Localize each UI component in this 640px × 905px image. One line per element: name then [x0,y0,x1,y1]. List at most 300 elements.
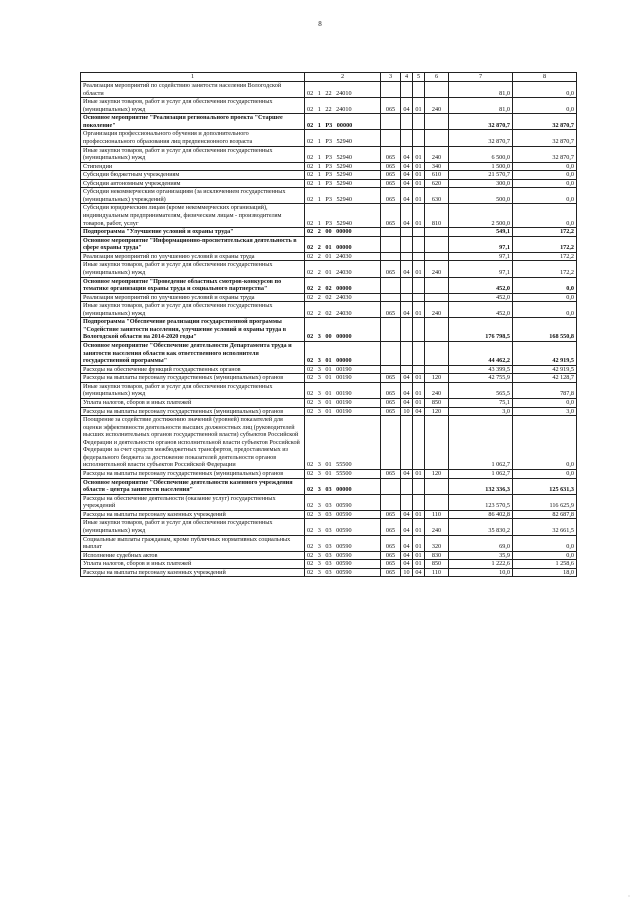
row-expense-type-cell: 240 [425,302,449,318]
row-value-2020-cell: 116 625,9 [513,494,577,510]
row-section-cell [401,478,413,494]
row-name-cell: Расходы на выплаты персоналу государственных (муниципальных) органов [81,470,305,479]
row-code-cell: 02 1 22 24010 [305,82,381,98]
row-value-2020-cell: 32 870,7 [513,114,577,130]
row-code-cell: 02 3 03 00590 [305,560,381,569]
row-expense-type-cell: 620 [425,179,449,188]
row-name-cell: Основное мероприятие "Обеспечение деятельности казенного учреждения области - центра занятости населения" [81,478,305,494]
row-expense-type-cell [425,365,449,374]
row-subsection-cell: 04 [413,568,425,577]
row-value-2019-cell: 565,5 [449,382,513,398]
row-code-cell: 02 1 Р3 52940 [305,146,381,162]
row-value-2020-cell: 18,0 [513,568,577,577]
row-expense-type-cell: 830 [425,551,449,560]
row-section-cell: 04 [401,519,413,535]
row-code-cell: 02 1 Р3 52940 [305,171,381,180]
row-value-2020-cell: 172,2 [513,236,577,252]
row-name-cell: Реализация мероприятий по улучшению условий и охраны труда [81,293,305,302]
row-value-2019-cell: 176 798,5 [449,318,513,342]
row-subsection-cell: 01 [413,470,425,479]
row-expense-type-cell: 850 [425,560,449,569]
row-ministry-cell: 065 [381,470,401,479]
row-value-2019-cell: 3,0 [449,407,513,416]
row-value-2019-cell: 1 062,7 [449,470,513,479]
row-section-cell: 04 [401,146,413,162]
row-subsection-cell [413,478,425,494]
row-name-cell: Субсидии некоммерческим организациям (за исключением государственных (муниципальных) учреждений) [81,188,305,204]
row-ministry-cell [381,293,401,302]
row-value-2020-cell: 0,0 [513,293,577,302]
table-row [81,261,577,277]
row-expense-type-cell [425,318,449,342]
row-value-2020-cell: 0,0 [513,398,577,407]
row-ministry-cell: 065 [381,98,401,114]
row-subsection-cell: 01 [413,398,425,407]
row-section-cell: 10 [401,568,413,577]
row-name-cell: Иные закупки товаров, работ и услуг для обеспечения государственных (муниципальных) нужд [81,302,305,318]
row-ministry-cell [381,228,401,237]
row-section-cell [401,342,413,366]
row-name-cell: Реализация мероприятий по улучшению условий и охраны труда [81,252,305,261]
budget-table [80,72,577,577]
row-subsection-cell: 01 [413,162,425,171]
row-value-2020-cell: 0,0 [513,470,577,479]
table-row [81,228,577,237]
row-subsection-cell: 01 [413,374,425,383]
row-name-cell: Расходы на обеспечение функций государственных органов [81,365,305,374]
row-code-cell: 02 3 01 00000 [305,342,381,366]
row-value-2019-cell: 97,1 [449,236,513,252]
row-code-cell: 02 3 01 00190 [305,365,381,374]
row-section-cell [401,365,413,374]
table-row [81,510,577,519]
row-expense-type-cell: 240 [425,261,449,277]
row-value-2020-cell: 0,0 [513,188,577,204]
table-row [81,252,577,261]
row-value-2020-cell: 0,0 [513,98,577,114]
row-ministry-cell [381,277,401,293]
row-ministry-cell: 065 [381,510,401,519]
row-ministry-cell: 065 [381,407,401,416]
row-value-2019-cell: 32 870,7 [449,114,513,130]
row-value-2019-cell: 300,0 [449,179,513,188]
row-code-cell: 02 1 Р3 52940 [305,162,381,171]
table-row [81,162,577,171]
row-expense-type-cell [425,342,449,366]
row-subsection-cell: 01 [413,510,425,519]
row-subsection-cell [413,277,425,293]
table-header-row [81,73,577,82]
table-row [81,82,577,98]
row-value-2020-cell: 172,2 [513,252,577,261]
row-value-2019-cell: 35 830,2 [449,519,513,535]
row-name-cell: Основное мероприятие "Информационно-просветительская деятельность в сфере охраны труда" [81,236,305,252]
header-cell: 8 [513,73,577,82]
row-section-cell: 04 [401,382,413,398]
row-ministry-cell: 065 [381,179,401,188]
row-name-cell: Стипендии [81,162,305,171]
row-value-2019-cell: 549,1 [449,228,513,237]
row-value-2019-cell: 86 402,8 [449,510,513,519]
row-value-2020-cell: 787,8 [513,382,577,398]
row-code-cell: 02 2 01 00000 [305,236,381,252]
row-value-2019-cell: 452,0 [449,302,513,318]
table-row [81,302,577,318]
row-value-2019-cell: 500,0 [449,188,513,204]
row-subsection-cell [413,130,425,146]
row-code-cell: 02 3 01 00190 [305,374,381,383]
row-subsection-cell: 01 [413,171,425,180]
table-row [81,382,577,398]
table-row [81,568,577,577]
row-code-cell: 02 2 01 24030 [305,261,381,277]
row-subsection-cell: 01 [413,302,425,318]
row-expense-type-cell: 120 [425,470,449,479]
row-value-2019-cell: 10,0 [449,568,513,577]
row-code-cell: 02 3 03 00590 [305,519,381,535]
row-expense-type-cell: 240 [425,382,449,398]
row-ministry-cell: 065 [381,188,401,204]
row-section-cell: 04 [401,98,413,114]
table-row [81,551,577,560]
row-subsection-cell [413,365,425,374]
row-expense-type-cell: 120 [425,407,449,416]
row-code-cell: 02 3 03 00000 [305,478,381,494]
row-value-2020-cell: 0,0 [513,179,577,188]
table-row [81,398,577,407]
row-name-cell: Подпрограмма "Обеспечение реализации государственной программы "Содействие занятости населения, улучшение условий и охраны труда в Вологодской области на 2014-2020 годы" [81,318,305,342]
row-value-2020-cell: 125 631,3 [513,478,577,494]
row-value-2019-cell: 43 399,5 [449,365,513,374]
row-value-2019-cell: 42 755,9 [449,374,513,383]
row-subsection-cell: 01 [413,535,425,551]
row-section-cell: 10 [401,407,413,416]
row-ministry-cell: 065 [381,560,401,569]
row-expense-type-cell: 850 [425,398,449,407]
row-subsection-cell: 01 [413,261,425,277]
row-value-2020-cell: 32 870,7 [513,130,577,146]
row-expense-type-cell: 340 [425,162,449,171]
row-value-2020-cell: 32 870,7 [513,146,577,162]
table-row [81,114,577,130]
row-subsection-cell: 01 [413,179,425,188]
row-value-2020-cell: 42 128,7 [513,374,577,383]
row-value-2019-cell: 75,1 [449,398,513,407]
row-value-2019-cell: 132 336,3 [449,478,513,494]
header-cell: 2 [305,73,381,82]
row-section-cell: 04 [401,204,413,228]
row-ministry-cell: 065 [381,568,401,577]
row-name-cell: Уплата налогов, сборов и иных платежей [81,560,305,569]
table-row [81,146,577,162]
row-section-cell: 04 [401,398,413,407]
row-ministry-cell: 065 [381,261,401,277]
row-subsection-cell [413,114,425,130]
row-section-cell [401,293,413,302]
table-row [81,470,577,479]
row-expense-type-cell: 120 [425,374,449,383]
row-name-cell: Иные закупки товаров, работ и услуг для обеспечения государственных (муниципальных) нужд [81,382,305,398]
table-row [81,204,577,228]
header-cell: 5 [413,73,425,82]
row-section-cell: 04 [401,374,413,383]
row-expense-type-cell: 240 [425,98,449,114]
row-subsection-cell [413,252,425,261]
table-row [81,188,577,204]
row-value-2020-cell: 0,0 [513,162,577,171]
row-value-2020-cell: 42 919,5 [513,365,577,374]
row-value-2020-cell: 42 919,5 [513,342,577,366]
row-ministry-cell: 065 [381,398,401,407]
row-value-2019-cell: 81,0 [449,82,513,98]
row-subsection-cell [413,494,425,510]
row-ministry-cell [381,318,401,342]
table-row [81,318,577,342]
row-section-cell [401,494,413,510]
row-expense-type-cell [425,228,449,237]
row-expense-type-cell [425,478,449,494]
table-row [81,407,577,416]
row-value-2019-cell: 123 570,5 [449,494,513,510]
row-ministry-cell [381,416,401,470]
row-value-2019-cell: 452,0 [449,277,513,293]
table-row [81,293,577,302]
row-value-2020-cell: 1 258,6 [513,560,577,569]
row-value-2020-cell: 0,0 [513,204,577,228]
row-subsection-cell: 04 [413,407,425,416]
row-ministry-cell: 065 [381,519,401,535]
row-subsection-cell: 01 [413,188,425,204]
table-row [81,130,577,146]
row-expense-type-cell [425,494,449,510]
row-name-cell: Расходы на выплаты персоналу государственных (муниципальных) органов [81,374,305,383]
row-subsection-cell: 01 [413,519,425,535]
row-name-cell: Реализация мероприятий по содействию занятости населения Вологодской области [81,82,305,98]
header-cell: 4 [401,73,413,82]
row-value-2019-cell: 452,0 [449,293,513,302]
row-value-2019-cell: 97,1 [449,252,513,261]
row-value-2020-cell: 0,0 [513,277,577,293]
row-section-cell: 04 [401,171,413,180]
row-name-cell: Поощрение за содействие достижению значений (уровней) показателей для оценки эффективности деятельности высших должностных лиц (руководителей высших исполнительных органов государственной власти) субъектов Российской Федерации и деятельности органов исполнительной власти субъектов Российской Федерации за счет средств межбюджетных трансфертов, предоставляемых из федерального бюджета за достижение показателей деятельности органов исполнительной власти субъектов Российской Федерации [81,416,305,470]
row-name-cell: Подпрограмма "Улучшение условий и охраны труда" [81,228,305,237]
row-subsection-cell [413,342,425,366]
row-code-cell: 02 3 01 00190 [305,398,381,407]
row-section-cell [401,82,413,98]
table-body [81,82,577,577]
table-row [81,171,577,180]
row-section-cell [401,318,413,342]
row-value-2019-cell: 81,0 [449,98,513,114]
row-subsection-cell: 01 [413,560,425,569]
table-row [81,342,577,366]
row-ministry-cell [381,342,401,366]
row-code-cell: 02 3 01 55500 [305,416,381,470]
row-value-2020-cell: 0,0 [513,82,577,98]
row-expense-type-cell [425,130,449,146]
row-subsection-cell [413,228,425,237]
row-expense-type-cell: 110 [425,510,449,519]
row-value-2020-cell: 172,2 [513,261,577,277]
table-row [81,535,577,551]
row-section-cell [401,252,413,261]
row-name-cell: Иные закупки товаров, работ и услуг для обеспечения государственных (муниципальных) нужд [81,519,305,535]
row-ministry-cell [381,114,401,130]
row-value-2020-cell: 3,0 [513,407,577,416]
row-subsection-cell [413,236,425,252]
row-subsection-cell: 01 [413,204,425,228]
row-ministry-cell [381,252,401,261]
row-expense-type-cell: 110 [425,568,449,577]
table-row [81,416,577,470]
table-row [81,179,577,188]
row-section-cell [401,236,413,252]
row-value-2019-cell: 97,1 [449,261,513,277]
row-value-2019-cell: 1 222,6 [449,560,513,569]
row-section-cell: 04 [401,188,413,204]
row-code-cell: 02 3 01 00190 [305,407,381,416]
row-code-cell: 02 1 Р3 52940 [305,179,381,188]
row-ministry-cell [381,365,401,374]
row-subsection-cell: 01 [413,551,425,560]
row-value-2020-cell: 0,0 [513,551,577,560]
row-code-cell: 02 1 22 24010 [305,98,381,114]
row-subsection-cell [413,82,425,98]
row-ministry-cell [381,130,401,146]
row-section-cell: 04 [401,162,413,171]
row-name-cell: Социальные выплаты гражданам, кроме публичных нормативных социальных выплат [81,535,305,551]
row-value-2020-cell: 82 687,8 [513,510,577,519]
row-value-2020-cell: 168 550,8 [513,318,577,342]
table-row [81,365,577,374]
row-name-cell: Иные закупки товаров, работ и услуг для обеспечения государственных (муниципальных) нужд [81,146,305,162]
row-ministry-cell: 065 [381,382,401,398]
row-section-cell [401,228,413,237]
corner-mark: ˌ [628,891,630,897]
row-expense-type-cell [425,293,449,302]
row-section-cell: 04 [401,560,413,569]
row-ministry-cell [381,478,401,494]
row-value-2020-cell: 32 661,5 [513,519,577,535]
row-code-cell: 02 1 Р3 52940 [305,130,381,146]
table-row [81,494,577,510]
table-row [81,236,577,252]
row-ministry-cell: 065 [381,374,401,383]
row-ministry-cell [381,236,401,252]
row-section-cell: 04 [401,470,413,479]
row-code-cell: 02 2 01 24030 [305,252,381,261]
page-number: 8 [318,20,322,28]
row-subsection-cell [413,318,425,342]
table-row [81,277,577,293]
row-ministry-cell: 065 [381,162,401,171]
header-cell: 1 [81,73,305,82]
row-value-2019-cell: 69,0 [449,535,513,551]
row-section-cell: 04 [401,179,413,188]
row-code-cell: 02 3 01 55500 [305,470,381,479]
row-section-cell [401,277,413,293]
row-name-cell: Исполнение судебных актов [81,551,305,560]
row-code-cell: 02 3 03 00590 [305,510,381,519]
row-expense-type-cell [425,277,449,293]
row-ministry-cell: 065 [381,302,401,318]
row-code-cell: 02 3 03 00590 [305,535,381,551]
row-value-2020-cell: 172,2 [513,228,577,237]
row-value-2020-cell: 0,0 [513,302,577,318]
row-name-cell: Расходы на обеспечение деятельности (оказание услуг) государственных учреждений [81,494,305,510]
row-code-cell: 02 2 02 00000 [305,277,381,293]
row-name-cell: Субсидии бюджетным учреждениям [81,171,305,180]
row-name-cell: Субсидии юридическим лицам (кроме некоммерческих организаций), индивидуальным предпринимателям, физическим лицам - производителям товаров, работ, услуг [81,204,305,228]
header-cell: 7 [449,73,513,82]
table-row [81,519,577,535]
row-expense-type-cell [425,236,449,252]
row-code-cell: 02 1 Р3 52940 [305,188,381,204]
row-subsection-cell: 01 [413,382,425,398]
row-code-cell: 02 3 01 00190 [305,382,381,398]
row-subsection-cell [413,293,425,302]
row-name-cell: Субсидии автономным учреждениям [81,179,305,188]
row-section-cell: 04 [401,535,413,551]
row-subsection-cell: 01 [413,146,425,162]
row-expense-type-cell [425,114,449,130]
row-name-cell: Уплата налогов, сборов и иных платежей [81,398,305,407]
row-expense-type-cell [425,416,449,470]
header-cell: 3 [381,73,401,82]
row-value-2019-cell: 35,9 [449,551,513,560]
row-code-cell: 02 1 Р3 52940 [305,204,381,228]
row-code-cell: 02 3 00 00000 [305,318,381,342]
table-row [81,98,577,114]
row-name-cell: Расходы на выплаты персоналу казенных учреждений [81,568,305,577]
row-expense-type-cell: 630 [425,188,449,204]
row-value-2019-cell: 6 500,0 [449,146,513,162]
row-name-cell: Расходы на выплаты персоналу государственных (муниципальных) органов [81,407,305,416]
row-value-2019-cell: 44 462,2 [449,342,513,366]
row-expense-type-cell [425,82,449,98]
row-name-cell: Расходы на выплаты персоналу казенных учреждений [81,510,305,519]
row-name-cell: Основное мероприятие "Обеспечение деятельности Департамента труда и занятости населения области как ответственного исполнителя государственной программы" [81,342,305,366]
table-row [81,374,577,383]
row-expense-type-cell: 240 [425,146,449,162]
row-name-cell: Основное мероприятие "Проведение областных смотров-конкурсов по тематике организации охраны труда и социального партнерства" [81,277,305,293]
row-expense-type-cell: 810 [425,204,449,228]
row-ministry-cell: 065 [381,146,401,162]
row-name-cell: Организация профессионального обучения и дополнительного профессионального образования лиц предпенсионного возраста [81,130,305,146]
row-value-2020-cell: 0,0 [513,535,577,551]
row-subsection-cell [413,416,425,470]
row-section-cell [401,416,413,470]
row-ministry-cell [381,494,401,510]
row-section-cell: 04 [401,551,413,560]
row-section-cell: 04 [401,510,413,519]
row-value-2019-cell: 32 870,7 [449,130,513,146]
row-ministry-cell: 065 [381,535,401,551]
row-section-cell [401,130,413,146]
row-code-cell: 02 2 00 00000 [305,228,381,237]
row-ministry-cell: 065 [381,551,401,560]
row-ministry-cell: 065 [381,204,401,228]
header-cell: 6 [425,73,449,82]
row-name-cell: Основное мероприятие "Реализация регионального проекта "Старшее поколение" [81,114,305,130]
row-code-cell: 02 2 02 24030 [305,293,381,302]
row-value-2019-cell: 1 062,7 [449,416,513,470]
row-section-cell: 04 [401,302,413,318]
row-name-cell: Иные закупки товаров, работ и услуг для обеспечения государственных (муниципальных) нужд [81,98,305,114]
row-ministry-cell [381,82,401,98]
row-name-cell: Иные закупки товаров, работ и услуг для обеспечения государственных (муниципальных) нужд [81,261,305,277]
row-expense-type-cell [425,252,449,261]
